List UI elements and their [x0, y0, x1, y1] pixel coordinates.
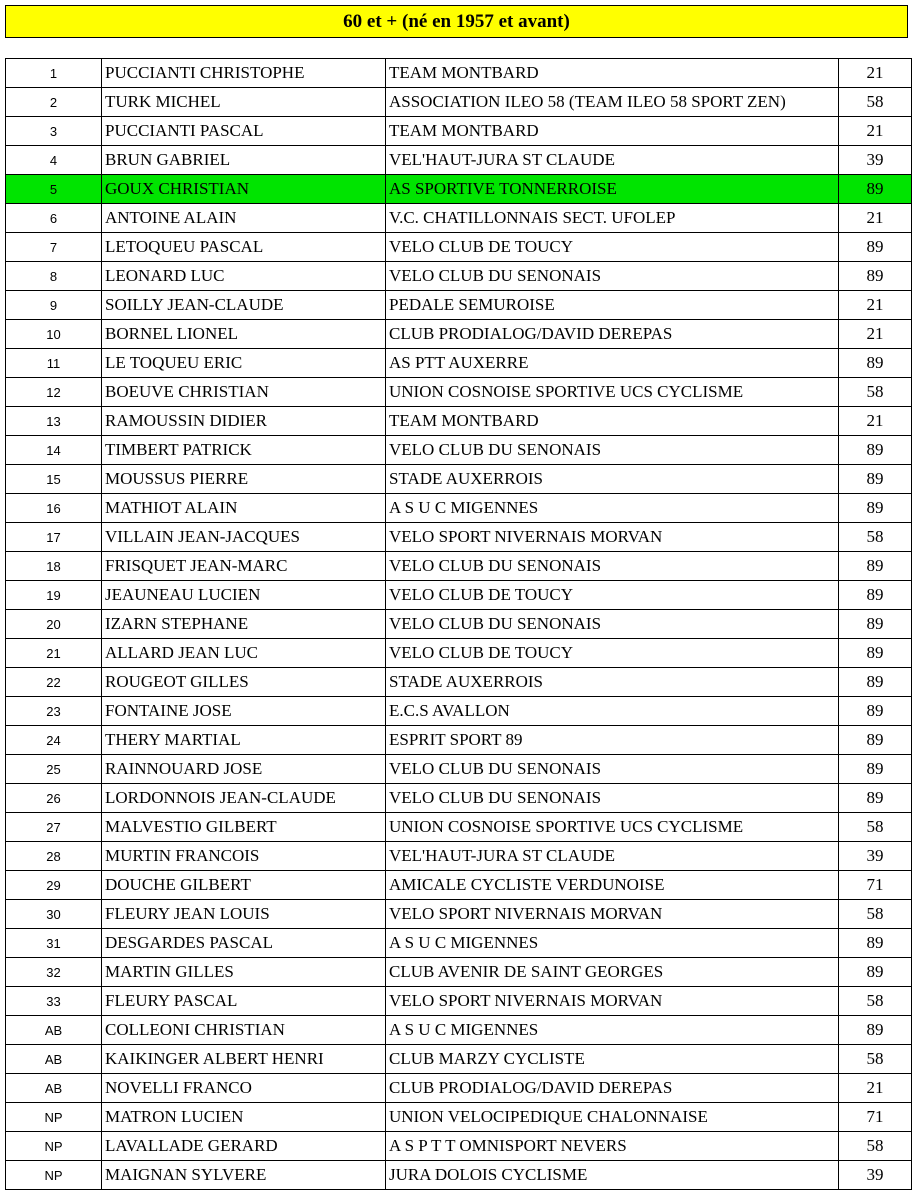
rider-name-cell: ALLARD JEAN LUC: [102, 639, 386, 668]
table-row: [6, 668, 912, 697]
club-cell: TEAM MONTBARD: [386, 59, 839, 88]
table-row: [6, 958, 912, 987]
rank-cell: 25: [6, 755, 102, 784]
rank-cell: 4: [6, 146, 102, 175]
table-row: [6, 407, 912, 436]
table-row: [6, 697, 912, 726]
rider-name-cell: DESGARDES PASCAL: [102, 929, 386, 958]
results-table: [5, 58, 912, 1190]
rider-name-cell: MALVESTIO GILBERT: [102, 813, 386, 842]
department-cell: 58: [839, 523, 912, 552]
department-cell: 89: [839, 958, 912, 987]
rank-cell: 12: [6, 378, 102, 407]
club-cell: STADE AUXERROIS: [386, 465, 839, 494]
club-cell: VELO CLUB DU SENONAIS: [386, 784, 839, 813]
club-cell: V.C. CHATILLONNAIS SECT. UFOLEP: [386, 204, 839, 233]
table-row: [6, 204, 912, 233]
rider-name-cell: BOEUVE CHRISTIAN: [102, 378, 386, 407]
rank-cell: AB: [6, 1016, 102, 1045]
department-cell: 39: [839, 146, 912, 175]
table-row: [6, 436, 912, 465]
rider-name-cell: JEAUNEAU LUCIEN: [102, 581, 386, 610]
rider-name-cell: MOUSSUS PIERRE: [102, 465, 386, 494]
rider-name-cell: MATHIOT ALAIN: [102, 494, 386, 523]
rider-name-cell: THERY MARTIAL: [102, 726, 386, 755]
department-cell: 89: [839, 668, 912, 697]
table-row: [6, 610, 912, 639]
department-cell: 58: [839, 378, 912, 407]
table-row: [6, 494, 912, 523]
table-row: [6, 726, 912, 755]
rider-name-cell: TURK MICHEL: [102, 88, 386, 117]
rider-name-cell: LORDONNOIS JEAN-CLAUDE: [102, 784, 386, 813]
rider-name-cell: BRUN GABRIEL: [102, 146, 386, 175]
table-row: [6, 1132, 912, 1161]
club-cell: VEL'HAUT-JURA ST CLAUDE: [386, 146, 839, 175]
rider-name-cell: PUCCIANTI PASCAL: [102, 117, 386, 146]
table-row: [6, 88, 912, 117]
table-row: [6, 929, 912, 958]
rider-name-cell: ANTOINE ALAIN: [102, 204, 386, 233]
table-row: [6, 262, 912, 291]
department-cell: 89: [839, 697, 912, 726]
rider-name-cell: IZARN STEPHANE: [102, 610, 386, 639]
table-row: [6, 871, 912, 900]
rank-cell: 11: [6, 349, 102, 378]
rider-name-cell: LAVALLADE GERARD: [102, 1132, 386, 1161]
department-cell: 89: [839, 465, 912, 494]
table-row: [6, 117, 912, 146]
club-cell: VELO CLUB DU SENONAIS: [386, 552, 839, 581]
rider-name-cell: GOUX CHRISTIAN: [102, 175, 386, 204]
table-row: [6, 291, 912, 320]
rider-name-cell: PUCCIANTI CHRISTOPHE: [102, 59, 386, 88]
department-cell: 89: [839, 610, 912, 639]
department-cell: 89: [839, 784, 912, 813]
rank-cell: 33: [6, 987, 102, 1016]
club-cell: CLUB PRODIALOG/DAVID DEREPAS: [386, 320, 839, 349]
table-row: [6, 378, 912, 407]
club-cell: VELO CLUB DU SENONAIS: [386, 262, 839, 291]
rider-name-cell: LE TOQUEU ERIC: [102, 349, 386, 378]
rank-cell: 28: [6, 842, 102, 871]
rank-cell: 7: [6, 233, 102, 262]
rank-cell: 21: [6, 639, 102, 668]
rider-name-cell: FRISQUET JEAN-MARC: [102, 552, 386, 581]
table-row: [6, 1045, 912, 1074]
rank-cell: 32: [6, 958, 102, 987]
category-title: 60 et + (né en 1957 et avant): [5, 5, 908, 38]
rank-cell: 29: [6, 871, 102, 900]
rider-name-cell: MARTIN GILLES: [102, 958, 386, 987]
rank-cell: 9: [6, 291, 102, 320]
club-cell: CLUB MARZY CYCLISTE: [386, 1045, 839, 1074]
table-row: [6, 987, 912, 1016]
rider-name-cell: RAMOUSSIN DIDIER: [102, 407, 386, 436]
department-cell: 39: [839, 842, 912, 871]
department-cell: 21: [839, 320, 912, 349]
club-cell: VELO SPORT NIVERNAIS MORVAN: [386, 987, 839, 1016]
rider-name-cell: DOUCHE GILBERT: [102, 871, 386, 900]
rider-name-cell: RAINNOUARD JOSE: [102, 755, 386, 784]
rank-cell: NP: [6, 1132, 102, 1161]
rank-cell: 17: [6, 523, 102, 552]
club-cell: AS SPORTIVE TONNERROISE: [386, 175, 839, 204]
department-cell: 89: [839, 726, 912, 755]
club-cell: A S U C MIGENNES: [386, 494, 839, 523]
club-cell: VELO CLUB DE TOUCY: [386, 233, 839, 262]
rank-cell: 20: [6, 610, 102, 639]
club-cell: UNION COSNOISE SPORTIVE UCS CYCLISME: [386, 813, 839, 842]
rank-cell: 18: [6, 552, 102, 581]
rank-cell: 19: [6, 581, 102, 610]
table-row: [6, 581, 912, 610]
table-row: [6, 755, 912, 784]
club-cell: VEL'HAUT-JURA ST CLAUDE: [386, 842, 839, 871]
rank-cell: 3: [6, 117, 102, 146]
table-row: [6, 842, 912, 871]
club-cell: ESPRIT SPORT 89: [386, 726, 839, 755]
club-cell: ASSOCIATION ILEO 58 (TEAM ILEO 58 SPORT ZEN): [386, 88, 839, 117]
rider-name-cell: SOILLY JEAN-CLAUDE: [102, 291, 386, 320]
club-cell: A S P T T OMNISPORT NEVERS: [386, 1132, 839, 1161]
club-cell: JURA DOLOIS CYCLISME: [386, 1161, 839, 1190]
rider-name-cell: MURTIN FRANCOIS: [102, 842, 386, 871]
department-cell: 89: [839, 262, 912, 291]
club-cell: CLUB PRODIALOG/DAVID DEREPAS: [386, 1074, 839, 1103]
department-cell: 89: [839, 581, 912, 610]
rank-cell: 1: [6, 59, 102, 88]
rank-cell: NP: [6, 1161, 102, 1190]
club-cell: TEAM MONTBARD: [386, 407, 839, 436]
rank-cell: 6: [6, 204, 102, 233]
rider-name-cell: MAIGNAN SYLVERE: [102, 1161, 386, 1190]
rank-cell: 23: [6, 697, 102, 726]
department-cell: 89: [839, 755, 912, 784]
rider-name-cell: KAIKINGER ALBERT HENRI: [102, 1045, 386, 1074]
table-row: [6, 465, 912, 494]
table-row: [6, 175, 912, 204]
department-cell: 89: [839, 552, 912, 581]
rider-name-cell: FONTAINE JOSE: [102, 697, 386, 726]
rank-cell: NP: [6, 1103, 102, 1132]
department-cell: 71: [839, 871, 912, 900]
club-cell: VELO SPORT NIVERNAIS MORVAN: [386, 523, 839, 552]
department-cell: 58: [839, 813, 912, 842]
table-row: [6, 1103, 912, 1132]
rider-name-cell: MATRON LUCIEN: [102, 1103, 386, 1132]
department-cell: 89: [839, 233, 912, 262]
club-cell: A S U C MIGENNES: [386, 1016, 839, 1045]
department-cell: 21: [839, 291, 912, 320]
department-cell: 58: [839, 88, 912, 117]
rank-cell: 22: [6, 668, 102, 697]
department-cell: 58: [839, 987, 912, 1016]
club-cell: VELO CLUB DE TOUCY: [386, 639, 839, 668]
rider-name-cell: LETOQUEU PASCAL: [102, 233, 386, 262]
club-cell: CLUB AVENIR DE SAINT GEORGES: [386, 958, 839, 987]
table-row: [6, 1074, 912, 1103]
rider-name-cell: FLEURY PASCAL: [102, 987, 386, 1016]
department-cell: 21: [839, 204, 912, 233]
rank-cell: 13: [6, 407, 102, 436]
department-cell: 71: [839, 1103, 912, 1132]
rider-name-cell: ROUGEOT GILLES: [102, 668, 386, 697]
club-cell: VELO CLUB DU SENONAIS: [386, 755, 839, 784]
rank-cell: AB: [6, 1074, 102, 1103]
department-cell: 58: [839, 900, 912, 929]
department-cell: 89: [839, 639, 912, 668]
department-cell: 21: [839, 117, 912, 146]
department-cell: 89: [839, 175, 912, 204]
department-cell: 21: [839, 1074, 912, 1103]
table-row: [6, 233, 912, 262]
rank-cell: 2: [6, 88, 102, 117]
rank-cell: 16: [6, 494, 102, 523]
club-cell: PEDALE SEMUROISE: [386, 291, 839, 320]
rider-name-cell: NOVELLI FRANCO: [102, 1074, 386, 1103]
department-cell: 89: [839, 929, 912, 958]
department-cell: 89: [839, 436, 912, 465]
table-row: [6, 784, 912, 813]
department-cell: 58: [839, 1045, 912, 1074]
club-cell: UNION COSNOISE SPORTIVE UCS CYCLISME: [386, 378, 839, 407]
rank-cell: 24: [6, 726, 102, 755]
table-row: [6, 523, 912, 552]
department-cell: 21: [839, 59, 912, 88]
rider-name-cell: VILLAIN JEAN-JACQUES: [102, 523, 386, 552]
club-cell: E.C.S AVALLON: [386, 697, 839, 726]
department-cell: 21: [839, 407, 912, 436]
rank-cell: AB: [6, 1045, 102, 1074]
department-cell: 89: [839, 494, 912, 523]
table-row: [6, 320, 912, 349]
rank-cell: 30: [6, 900, 102, 929]
department-cell: 89: [839, 349, 912, 378]
rank-cell: 8: [6, 262, 102, 291]
rider-name-cell: LEONARD LUC: [102, 262, 386, 291]
department-cell: 39: [839, 1161, 912, 1190]
rank-cell: 5: [6, 175, 102, 204]
department-cell: 89: [839, 1016, 912, 1045]
table-row: [6, 1161, 912, 1190]
table-row: [6, 552, 912, 581]
club-cell: VELO CLUB DE TOUCY: [386, 581, 839, 610]
table-row: [6, 813, 912, 842]
club-cell: AMICALE CYCLISTE VERDUNOISE: [386, 871, 839, 900]
rank-cell: 10: [6, 320, 102, 349]
rider-name-cell: FLEURY JEAN LOUIS: [102, 900, 386, 929]
rider-name-cell: COLLEONI CHRISTIAN: [102, 1016, 386, 1045]
club-cell: TEAM MONTBARD: [386, 117, 839, 146]
results-table-body: [6, 59, 912, 1190]
club-cell: VELO CLUB DU SENONAIS: [386, 610, 839, 639]
club-cell: VELO SPORT NIVERNAIS MORVAN: [386, 900, 839, 929]
club-cell: UNION VELOCIPEDIQUE CHALONNAISE: [386, 1103, 839, 1132]
club-cell: AS PTT AUXERRE: [386, 349, 839, 378]
table-row: [6, 1016, 912, 1045]
table-row: [6, 59, 912, 88]
rank-cell: 14: [6, 436, 102, 465]
club-cell: VELO CLUB DU SENONAIS: [386, 436, 839, 465]
rank-cell: 26: [6, 784, 102, 813]
table-row: [6, 146, 912, 175]
table-row: [6, 639, 912, 668]
rank-cell: 27: [6, 813, 102, 842]
table-row: [6, 900, 912, 929]
table-row: [6, 349, 912, 378]
club-cell: A S U C MIGENNES: [386, 929, 839, 958]
department-cell: 58: [839, 1132, 912, 1161]
rider-name-cell: BORNEL LIONEL: [102, 320, 386, 349]
club-cell: STADE AUXERROIS: [386, 668, 839, 697]
rider-name-cell: TIMBERT PATRICK: [102, 436, 386, 465]
rank-cell: 15: [6, 465, 102, 494]
rank-cell: 31: [6, 929, 102, 958]
